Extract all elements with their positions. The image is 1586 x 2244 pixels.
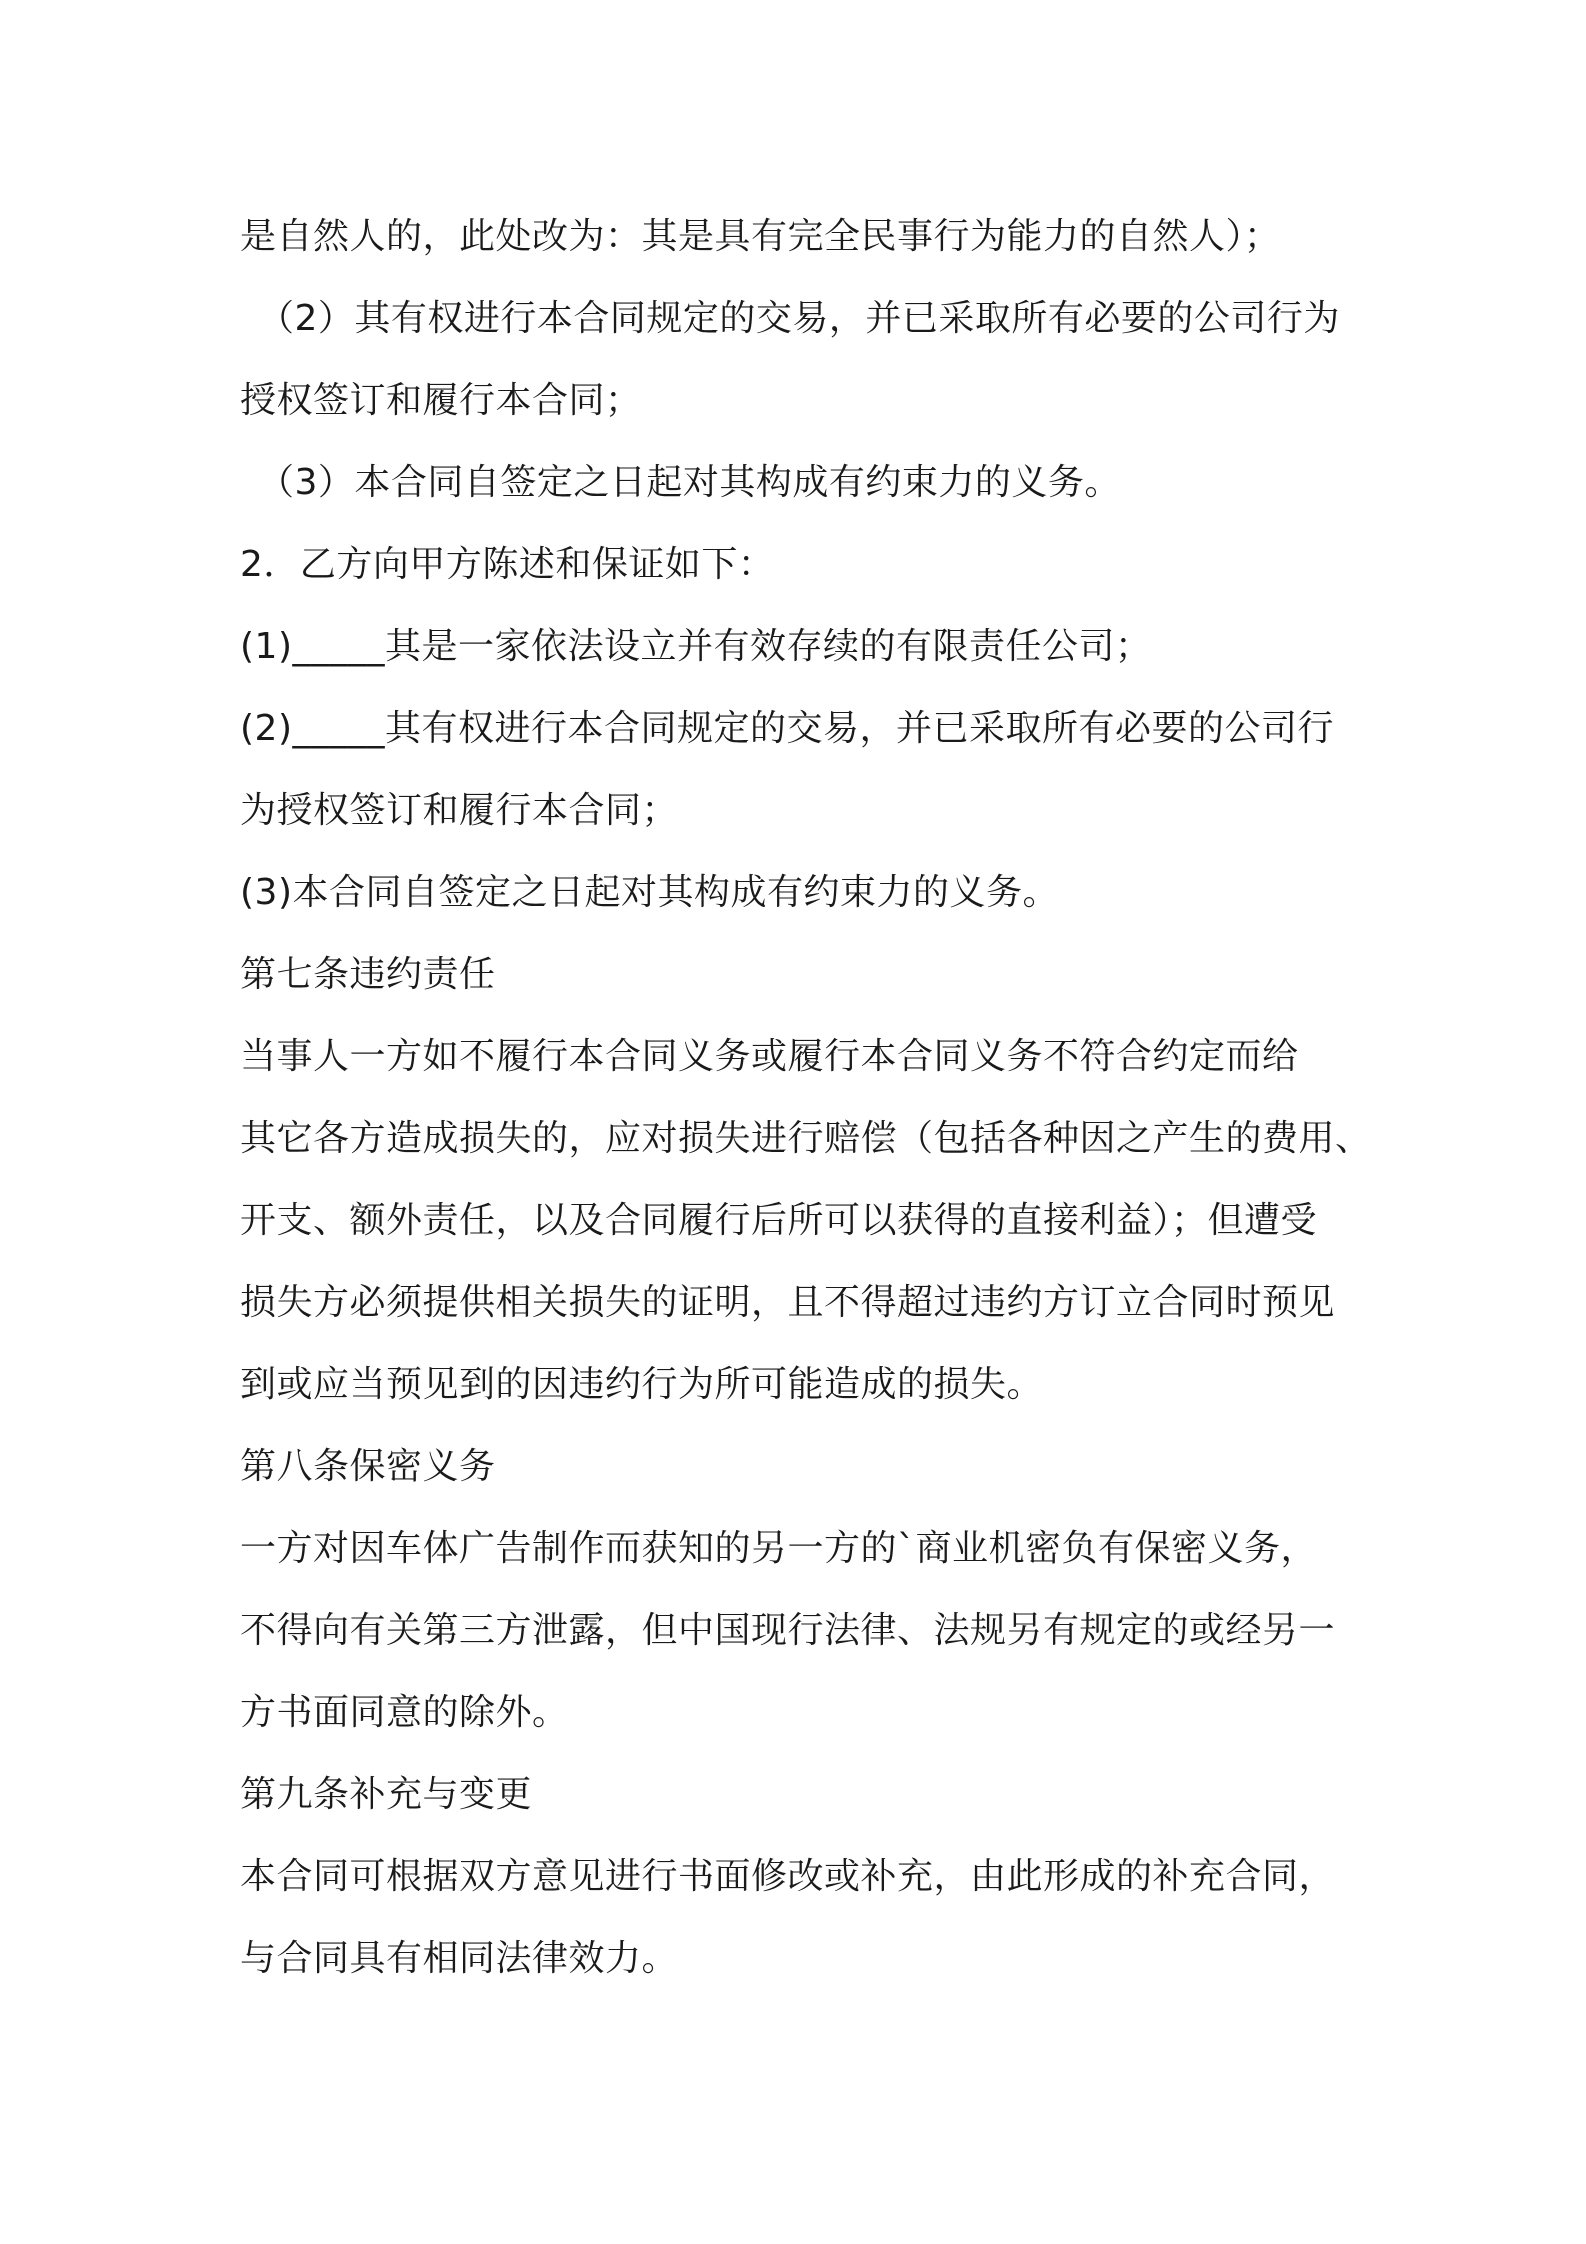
- text-line: 与合同具有相同法律效力。: [240, 1938, 679, 1979]
- text-line: 到或应当预见到的因违约行为所可能造成的损失。: [240, 1364, 1044, 1405]
- text-line: 2．乙方向甲方陈述和保证如下：: [240, 544, 775, 585]
- section-heading-article-9: 第九条补充与变更: [240, 1774, 533, 1815]
- text-line: 当事人一方如不履行本合同义务或履行本合同义务不符合约定而给: [240, 1036, 1299, 1077]
- text-line: 方书面同意的除外。: [240, 1692, 569, 1733]
- text-line: (2)_____其有权进行本合同规定的交易，并已采取所有必要的公司行: [240, 708, 1334, 749]
- text-line: 开支、额外责任，以及合同履行后所可以获得的直接利益）；但遭受: [240, 1200, 1318, 1241]
- text-line: (1)_____其是一家依法设立并有效存续的有限责任公司；: [240, 626, 1152, 667]
- text-line: 一方对因车体广告制作而获知的另一方的`商业机密负有保密义务，: [240, 1528, 1318, 1569]
- text-line: 是自然人的，此处改为：其是具有完全民事行为能力的自然人）；: [240, 216, 1281, 257]
- text-line: (3)本合同自签定之日起对其构成有约束力的义务。: [240, 872, 1059, 913]
- document-body: [240, 196, 1372, 2000]
- section-heading-article-8: 第八条保密义务: [240, 1446, 496, 1487]
- text-line: 为授权签订和履行本合同；: [240, 790, 679, 831]
- text-line: 损失方必须提供相关损失的证明，且不得超过违约方订立合同时预见: [240, 1282, 1336, 1323]
- text-line: （3）本合同自签定之日起对其构成有约束力的义务。: [258, 462, 1121, 503]
- text-line: （2）其有权进行本合同规定的交易，并已采取所有必要的公司行为: [258, 298, 1340, 339]
- text-line: 其它各方造成损失的，应对损失进行赔偿（包括各种因之产生的费用、: [240, 1118, 1372, 1159]
- section-heading-article-7: 第七条违约责任: [240, 954, 496, 995]
- text-line: 本合同可根据双方意见进行书面修改或补充，由此形成的补充合同，: [240, 1856, 1336, 1897]
- text-line: 授权签订和履行本合同；: [240, 380, 642, 421]
- text-line: 不得向有关第三方泄露，但中国现行法律、法规另有规定的或经另一: [240, 1610, 1336, 1651]
